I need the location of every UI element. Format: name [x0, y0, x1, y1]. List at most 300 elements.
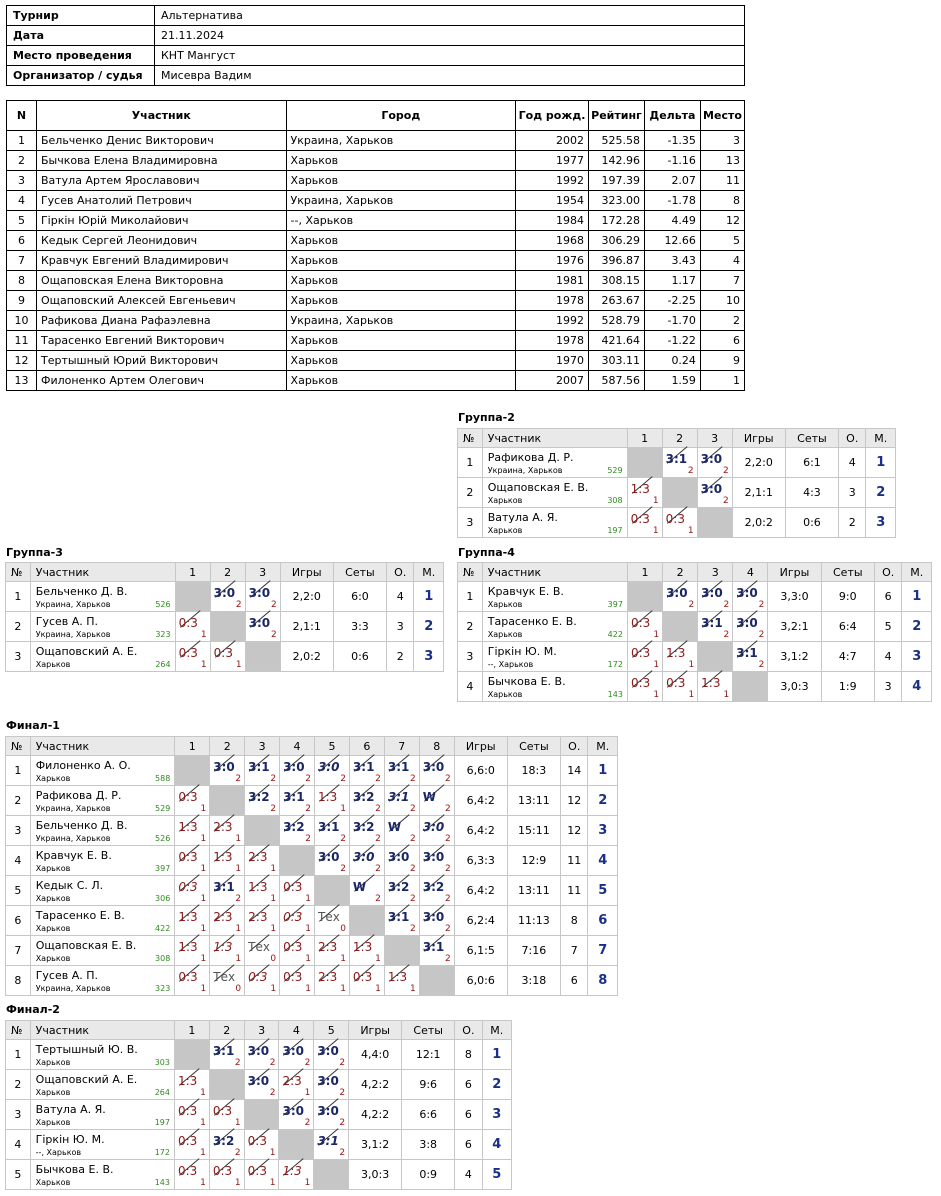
match-score: 0:3: [178, 970, 198, 984]
match-score: Тех: [248, 940, 270, 954]
participant-cell: 172.28: [588, 211, 644, 231]
match-result-cell: [175, 816, 210, 846]
participant-cell: 3.43: [644, 251, 700, 271]
match-score: 0:3: [665, 512, 685, 526]
player-rating: 526: [155, 834, 171, 843]
points-cell: 6: [455, 1130, 482, 1160]
participant-cell: 1978: [516, 291, 589, 311]
column-header: Город: [286, 101, 516, 131]
player-cell: [30, 1040, 174, 1070]
match-result-cell: [175, 876, 210, 906]
match-result-cell: [697, 478, 732, 508]
points-cell: 7: [560, 936, 588, 966]
match-score: W: [387, 820, 402, 834]
col-opponent-header: 1: [627, 563, 662, 582]
sets-cell: 18:3: [507, 756, 560, 786]
col-sets-header: Сеты: [333, 563, 386, 582]
match-score: 1:3: [213, 850, 233, 864]
sets-cell: 13:11: [507, 786, 560, 816]
player-name: Кедык С. Л.: [35, 879, 104, 892]
match-points: 1: [200, 630, 207, 640]
info-value: КНТ Мангуст: [155, 46, 745, 66]
participant-cell: Харьков: [286, 171, 516, 191]
match-score: 0:3: [283, 880, 303, 894]
participant-cell: Рафикова Диана Рафаэлевна: [36, 311, 286, 331]
col-opponent-header: 1: [627, 429, 662, 448]
match-points: 2: [270, 804, 277, 814]
match-result-cell: [175, 906, 210, 936]
participant-cell: 528.79: [588, 311, 644, 331]
player-city: --, Харьков: [35, 1148, 82, 1157]
match-points: 1: [200, 1178, 206, 1188]
match-score: 3:0: [318, 850, 340, 864]
match-result-cell: [419, 846, 454, 876]
match-score: 3:0: [700, 482, 723, 496]
tournament-info-table: [6, 5, 745, 86]
participant-cell: 12.66: [644, 231, 700, 251]
diagonal-cell: [175, 582, 210, 612]
match-score: 0:3: [283, 940, 303, 954]
match-points: 1: [304, 1178, 311, 1188]
match-points: 2: [687, 466, 694, 476]
player-cell: [30, 816, 175, 846]
match-score: 3:0: [387, 850, 410, 864]
match-result-cell: [349, 786, 384, 816]
match-points: 2: [270, 774, 277, 784]
diagonal-cell: [315, 876, 350, 906]
diagonal-cell: [349, 906, 384, 936]
points-cell: 4: [874, 642, 902, 672]
player-city: Харьков: [487, 690, 523, 699]
match-score: 3:2: [352, 820, 375, 834]
sets-cell: 0:6: [333, 642, 386, 672]
info-label: Дата: [7, 26, 155, 46]
info-value: Альтернатива: [155, 6, 745, 26]
participant-cell: Тертышный Юрий Викторович: [36, 351, 286, 371]
column-header: Участник: [36, 101, 286, 131]
sets-cell: 12:1: [402, 1040, 455, 1070]
row-number: 2: [6, 1070, 31, 1100]
match-points: 2: [410, 774, 416, 784]
match-score: 1:3: [352, 940, 373, 954]
match-score: 0:3: [666, 676, 686, 690]
match-points: 2: [234, 1058, 241, 1068]
match-result-cell: [349, 936, 384, 966]
participant-cell: 1.59: [644, 371, 700, 391]
match-result-cell: [314, 1130, 349, 1160]
match-points: 2: [444, 954, 451, 964]
participant-cell: 10: [7, 311, 37, 331]
player-city: Харьков: [35, 894, 71, 903]
match-score: 0:3: [283, 970, 303, 984]
match-points: 1: [652, 526, 659, 536]
diagonal-cell: [419, 966, 454, 996]
player-city: Украина, Харьков: [487, 466, 563, 475]
place-cell: 1: [902, 582, 932, 612]
place-cell: 2: [482, 1070, 511, 1100]
games-cell: 6,4:2: [454, 816, 507, 846]
participant-row: [7, 271, 745, 291]
match-result-cell: [663, 642, 698, 672]
match-result-cell: [384, 906, 419, 936]
participant-cell: -1.35: [644, 131, 700, 151]
player-cell: [30, 906, 175, 936]
match-result-cell: [280, 876, 315, 906]
info-row: [7, 6, 745, 26]
row-number: 3: [6, 816, 31, 846]
player-city: Харьков: [487, 526, 523, 535]
place-cell: 2: [902, 612, 932, 642]
match-result-cell: [419, 786, 454, 816]
match-score: 0:3: [178, 880, 198, 894]
match-score: W: [352, 880, 367, 894]
group-header-row: [458, 563, 932, 582]
match-points: 0: [235, 984, 242, 994]
col-place-header: М.: [902, 563, 932, 582]
match-points: 1: [688, 690, 695, 700]
group-title: Группа-4: [458, 546, 515, 559]
match-score: 3:0: [283, 760, 305, 774]
sets-cell: 11:13: [507, 906, 560, 936]
match-result-cell: [280, 966, 315, 996]
player-rating: 306: [155, 894, 171, 903]
player-cell: [30, 846, 175, 876]
participant-cell: Харьков: [286, 371, 516, 391]
match-score: 1:3: [387, 970, 408, 984]
match-result-cell: [210, 642, 245, 672]
points-cell: 3: [387, 612, 414, 642]
sets-cell: 12:9: [507, 846, 560, 876]
participant-row: [7, 131, 745, 151]
player-cell: [482, 582, 627, 612]
col-sets-header: Сеты: [507, 737, 560, 756]
player-name: Гіркін Ю. М.: [487, 645, 557, 658]
group-title: Группа-2: [458, 411, 515, 424]
games-cell: 6,6:0: [454, 756, 507, 786]
player-rating: 529: [155, 804, 171, 813]
match-score: 1:3: [248, 880, 268, 894]
match-score: 0:3: [212, 1104, 233, 1118]
participant-cell: --, Харьков: [286, 211, 516, 231]
match-result-cell: [244, 1070, 279, 1100]
column-header: Год рожд.: [516, 101, 589, 131]
row-number: 4: [6, 846, 31, 876]
points-cell: 12: [560, 786, 588, 816]
col-player-header: Участник: [482, 429, 627, 448]
col-games-header: Игры: [768, 563, 821, 582]
match-result-cell: [209, 1040, 244, 1070]
match-points: 1: [305, 984, 311, 994]
match-result-cell: [349, 846, 384, 876]
group-player-row: [458, 642, 932, 672]
group-title: Финал-2: [6, 1003, 60, 1016]
match-points: 2: [269, 1088, 276, 1098]
player-name: Тертышный Ю. В.: [35, 1043, 138, 1056]
match-score: 3:0: [700, 452, 723, 466]
match-points: 2: [375, 834, 381, 844]
row-number: 2: [458, 612, 483, 642]
diagonal-cell: [244, 1100, 279, 1130]
player-name: Тарасенко Е. В.: [487, 615, 577, 628]
match-result-cell: [627, 672, 662, 702]
match-result-cell: [209, 1100, 244, 1130]
participant-cell: Ощаповская Елена Викторовна: [36, 271, 286, 291]
points-cell: 6: [455, 1070, 482, 1100]
participant-row: [7, 291, 745, 311]
player-name: Рафикова Д. Р.: [35, 789, 122, 802]
player-city: Харьков: [487, 600, 523, 609]
match-points: 2: [235, 600, 242, 610]
participant-cell: 2: [7, 151, 37, 171]
player-city: Харьков: [487, 496, 523, 505]
match-result-cell: [314, 1040, 349, 1070]
place-cell: 3: [588, 816, 618, 846]
player-name: Гусев А. П.: [35, 969, 99, 982]
match-score: 2:3: [248, 910, 268, 924]
sets-cell: 15:11: [507, 816, 560, 846]
participant-cell: 11: [7, 331, 37, 351]
place-cell: 4: [482, 1130, 511, 1160]
participant-cell: 8: [700, 191, 744, 211]
match-score: 2:3: [318, 940, 338, 954]
match-score: 3:1: [665, 452, 688, 466]
match-points: 2: [444, 924, 451, 934]
match-points: 2: [375, 774, 381, 784]
col-number-header: №: [6, 1021, 31, 1040]
participant-cell: 4: [7, 191, 37, 211]
points-cell: 3: [839, 478, 866, 508]
points-cell: 11: [560, 876, 588, 906]
group-player-row: [458, 508, 896, 538]
col-points-header: О.: [387, 563, 414, 582]
match-points: 1: [375, 954, 381, 964]
col-place-header: М.: [482, 1021, 511, 1040]
player-cell: [482, 448, 627, 478]
match-score: 3:0: [736, 586, 758, 600]
match-score: 3:0: [317, 1104, 339, 1118]
sets-cell: 9:6: [402, 1070, 455, 1100]
match-score: 1:3: [178, 820, 198, 834]
player-cell: [30, 966, 175, 996]
match-score: 0:3: [352, 970, 373, 984]
diagonal-cell: [279, 1130, 314, 1160]
match-score: 3:1: [352, 760, 375, 774]
match-points: 2: [339, 1118, 346, 1128]
place-cell: 3: [866, 508, 896, 538]
participant-row: [7, 331, 745, 351]
match-points: 1: [340, 954, 346, 964]
match-points: 1: [270, 864, 277, 874]
participant-cell: 5: [700, 231, 744, 251]
match-result-cell: [175, 1100, 210, 1130]
final-1-table: [5, 736, 618, 996]
participant-cell: Харьков: [286, 351, 516, 371]
player-rating: 422: [607, 630, 623, 639]
match-score: 1:3: [630, 482, 650, 496]
diagonal-cell: [733, 672, 768, 702]
participant-cell: 1976: [516, 251, 589, 271]
participant-row: [7, 171, 745, 191]
match-points: 2: [235, 774, 242, 784]
match-result-cell: [384, 816, 419, 846]
diagonal-cell: [245, 816, 280, 846]
group-3-table: [5, 562, 444, 672]
group-player-row: [6, 1160, 512, 1190]
col-opponent-header: 2: [210, 737, 245, 756]
player-city: Украина, Харьков: [35, 984, 111, 993]
match-result-cell: [697, 448, 732, 478]
match-points: 1: [270, 924, 277, 934]
participant-cell: 587.56: [588, 371, 644, 391]
participant-cell: 9: [700, 351, 744, 371]
match-score: Тех: [318, 910, 340, 924]
match-result-cell: [698, 582, 733, 612]
match-score: 3:0: [282, 1044, 304, 1058]
participant-cell: Украина, Харьков: [286, 191, 516, 211]
match-result-cell: [175, 1130, 210, 1160]
match-points: 1: [270, 894, 277, 904]
match-points: 1: [688, 660, 695, 670]
match-result-cell: [627, 478, 662, 508]
group-player-row: [6, 936, 618, 966]
match-score: 3:1: [317, 1134, 339, 1148]
match-score: 3:1: [212, 1044, 235, 1058]
participant-cell: 6: [7, 231, 37, 251]
participant-cell: 8: [7, 271, 37, 291]
match-score: 3:0: [317, 1074, 339, 1088]
player-city: Украина, Харьков: [35, 834, 111, 843]
match-points: 2: [340, 864, 346, 874]
participant-cell: 1968: [516, 231, 589, 251]
participant-row: [7, 371, 745, 391]
match-result-cell: [315, 756, 350, 786]
row-number: 2: [458, 478, 483, 508]
place-cell: 1: [588, 756, 618, 786]
participant-row: [7, 231, 745, 251]
match-result-cell: [349, 756, 384, 786]
match-result-cell: [733, 642, 768, 672]
col-number-header: №: [6, 737, 31, 756]
match-result-cell: [419, 816, 454, 846]
player-cell: [30, 642, 175, 672]
match-result-cell: [244, 1130, 279, 1160]
sets-cell: 6:1: [785, 448, 838, 478]
match-result-cell: [698, 672, 733, 702]
sets-cell: 4:3: [785, 478, 838, 508]
col-opponent-header: 6: [349, 737, 384, 756]
player-rating: 264: [154, 1088, 170, 1097]
games-cell: 2,1:1: [732, 478, 785, 508]
sets-cell: 9:0: [821, 582, 874, 612]
match-result-cell: [245, 786, 280, 816]
match-points: 1: [200, 1148, 206, 1158]
match-score: 1:3: [213, 940, 233, 954]
match-points: 2: [410, 924, 416, 934]
participant-cell: 6: [700, 331, 744, 351]
participant-cell: 11: [700, 171, 744, 191]
match-score: 3:2: [283, 820, 305, 834]
match-points: 1: [270, 984, 277, 994]
match-result-cell: [627, 612, 662, 642]
row-number: 1: [6, 582, 31, 612]
group-player-row: [6, 966, 618, 996]
participant-cell: 2007: [516, 371, 589, 391]
match-result-cell: [210, 846, 245, 876]
column-header: Место: [700, 101, 744, 131]
player-rating: 308: [607, 496, 623, 505]
games-cell: 3,0:3: [349, 1160, 402, 1190]
participant-cell: Харьков: [286, 291, 516, 311]
col-opponent-header: 3: [245, 737, 280, 756]
participant-cell: 421.64: [588, 331, 644, 351]
place-cell: 3: [902, 642, 932, 672]
participant-cell: 9: [7, 291, 37, 311]
player-rating: 526: [155, 600, 171, 609]
sets-cell: 3:8: [402, 1130, 455, 1160]
match-score: 0:3: [630, 676, 651, 690]
group-player-row: [6, 612, 444, 642]
match-result-cell: [349, 816, 384, 846]
info-label: Место проведения: [7, 46, 155, 66]
participant-cell: -1.16: [644, 151, 700, 171]
diagonal-cell: [663, 612, 698, 642]
match-result-cell: [245, 876, 280, 906]
games-cell: 3,3:0: [768, 582, 821, 612]
games-cell: 4,2:2: [349, 1070, 402, 1100]
match-points: 1: [200, 1088, 206, 1098]
player-rating: 588: [155, 774, 171, 783]
match-score: 0:3: [212, 1164, 233, 1178]
match-result-cell: [419, 906, 454, 936]
match-result-cell: [384, 876, 419, 906]
match-points: 2: [234, 1148, 241, 1158]
row-number: 4: [6, 1130, 31, 1160]
row-number: 1: [6, 1040, 31, 1070]
match-score: 3:0: [701, 586, 723, 600]
match-points: 1: [653, 690, 660, 700]
match-points: 1: [723, 690, 730, 700]
match-points: 1: [653, 660, 660, 670]
col-opponent-header: 2: [663, 563, 698, 582]
match-points: 1: [200, 804, 207, 814]
match-points: 1: [235, 864, 242, 874]
participant-cell: -2.25: [644, 291, 700, 311]
group-player-row: [6, 846, 618, 876]
participant-cell: Харьков: [286, 251, 516, 271]
match-score: 0:3: [178, 1104, 198, 1118]
match-score: 3:1: [736, 646, 758, 660]
diagonal-cell: [697, 508, 732, 538]
match-score: 3:0: [213, 760, 235, 774]
match-score: 3:1: [422, 940, 445, 954]
player-cell: [30, 1100, 174, 1130]
sets-cell: 3:18: [507, 966, 560, 996]
games-cell: 2,0:2: [732, 508, 785, 538]
participant-cell: 303.11: [588, 351, 644, 371]
info-label: Турнир: [7, 6, 155, 26]
col-place-header: М.: [414, 563, 444, 582]
participant-row: [7, 151, 745, 171]
place-cell: 5: [588, 876, 618, 906]
match-score: 0:3: [248, 970, 268, 984]
match-result-cell: [279, 1040, 314, 1070]
participant-cell: 7: [700, 271, 744, 291]
match-points: 2: [270, 600, 277, 610]
points-cell: 11: [560, 846, 588, 876]
match-points: 1: [235, 660, 242, 670]
row-number: 1: [458, 582, 483, 612]
match-result-cell: [210, 876, 245, 906]
